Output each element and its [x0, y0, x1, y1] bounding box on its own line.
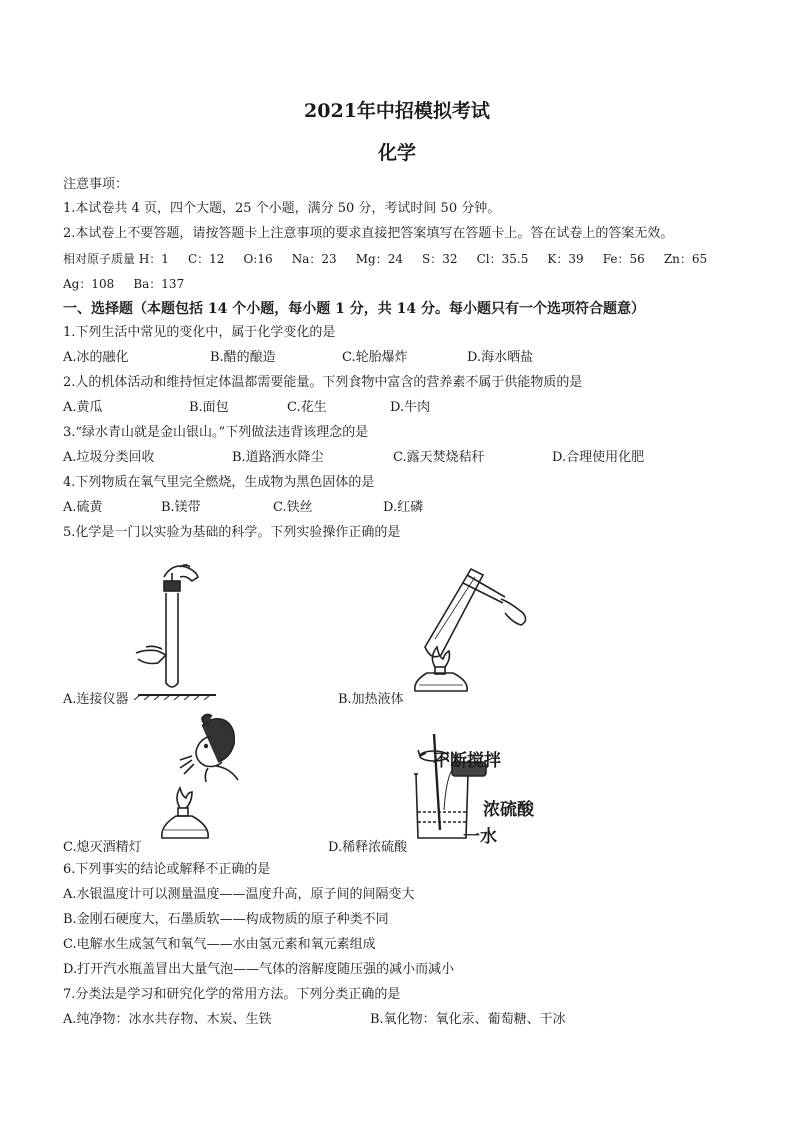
notice-item-2: 2.本试卷上不要答题，请按答题卡上注意事项的要求直接把答案填写在答题卡上。答在试卷上的答案无效。 — [63, 226, 674, 241]
atomic-masses-line-1: 相对原子质量 H：1 C：12 O:16 Na：23 Mg：24 S：32 Cl：35.5 K：39 Fe：56 Zn：65 — [63, 252, 708, 266]
q6-option-c: C.电解水生成氢气和氧气——水由氢元素和氧元素组成 — [63, 937, 376, 952]
q1-stem: 1.下列生活中常见的变化中，属于化学变化的是 — [63, 325, 336, 340]
q1-option-a: A.冰的融化 — [63, 350, 129, 365]
q6-option-a: A.水银温度计可以测量温度——温度升高，原子间的间隔变大 — [63, 887, 415, 902]
label-stir: 不断搅拌 — [433, 751, 501, 771]
q2-option-b: B.面包 — [189, 400, 229, 415]
q5-option-d: D.稀释浓硫酸 — [328, 840, 408, 855]
q1-option-b: B.醋的酿造 — [210, 350, 276, 365]
atomic-masses-line-2: Ag：108 Ba：137 — [63, 277, 185, 291]
q6-option-d: D.打开汽水瓶盖冒出大量气泡——气体的溶解度随压强的减小而减小 — [63, 962, 455, 977]
q5-option-a: A.连接仪器 — [63, 692, 129, 707]
q6-stem: 6.下列事实的结论或解释不正确的是 — [63, 862, 271, 877]
figure-connect-apparatus — [128, 555, 220, 700]
subject-title: 化学 — [377, 142, 416, 164]
q3-option-a: A.垃圾分类回收 — [63, 450, 155, 465]
notice-heading: 注意事项： — [63, 177, 129, 192]
q3-option-d: D.合理使用化肥 — [552, 450, 645, 465]
q4-stem: 4.下列物质在氧气里完全燃烧，生成物为黑色固体的是 — [63, 475, 375, 490]
q1-option-c: C.轮胎爆炸 — [342, 350, 408, 365]
q6-option-b: B.金刚石硬度大，石墨质软——构成物质的原子种类不同 — [63, 912, 389, 927]
q2-option-a: A.黄瓜 — [63, 400, 103, 415]
q4-option-b: B.镁带 — [161, 500, 201, 515]
figure-extinguish-lamp — [152, 712, 252, 852]
q7-option-b: B.氧化物：氧化汞、葡萄糖、干冰 — [370, 1012, 566, 1027]
q2-stem: 2.人的机体活动和维持恒定体温都需要能量。下列食物中富含的营养素不属于供能物质的是 — [63, 375, 583, 390]
q3-option-b: B.道路洒水降尘 — [232, 450, 324, 465]
q3-option-c: C.露天焚烧秸秆 — [393, 450, 485, 465]
exam-title: 2021年中招模拟考试 — [304, 100, 490, 122]
q4-option-a: A.硫黄 — [63, 500, 103, 515]
q4-option-d: D.红磷 — [383, 500, 424, 515]
q5-option-c: C.熄灭酒精灯 — [63, 840, 142, 855]
section-1-heading: 一、选择题（本题包括 14 个小题，每小题 1 分，共 14 分。每小题只有一个选项符合题意） — [63, 301, 645, 317]
q1-option-d: D.海水晒盐 — [467, 350, 534, 365]
q5-stem: 5.化学是一门以实验为基础的科学。下列实验操作正确的是 — [63, 525, 401, 540]
q7-option-a: A.纯净物：冰水共存物、木炭、生铁 — [63, 1012, 272, 1027]
label-concentrated-acid: 浓硫酸 — [483, 800, 534, 820]
q7-stem: 7.分类法是学习和研究化学的常用方法。下列分类正确的是 — [63, 987, 401, 1002]
q2-option-c: C.花生 — [287, 400, 327, 415]
figure-heat-liquid — [405, 555, 535, 700]
q4-option-c: C.铁丝 — [273, 500, 313, 515]
label-water: 一水 — [463, 827, 497, 847]
notice-item-1: 1.本试卷共 4 页，四个大题，25 个小题，满分 50 分，考试时间 50 分钟。 — [63, 201, 501, 216]
q5-option-b: B.加热液体 — [338, 692, 404, 707]
q2-option-d: D.牛肉 — [390, 400, 431, 415]
q3-stem: 3.“绿水青山就是金山银山。”下列做法违背该理念的是 — [63, 425, 369, 440]
